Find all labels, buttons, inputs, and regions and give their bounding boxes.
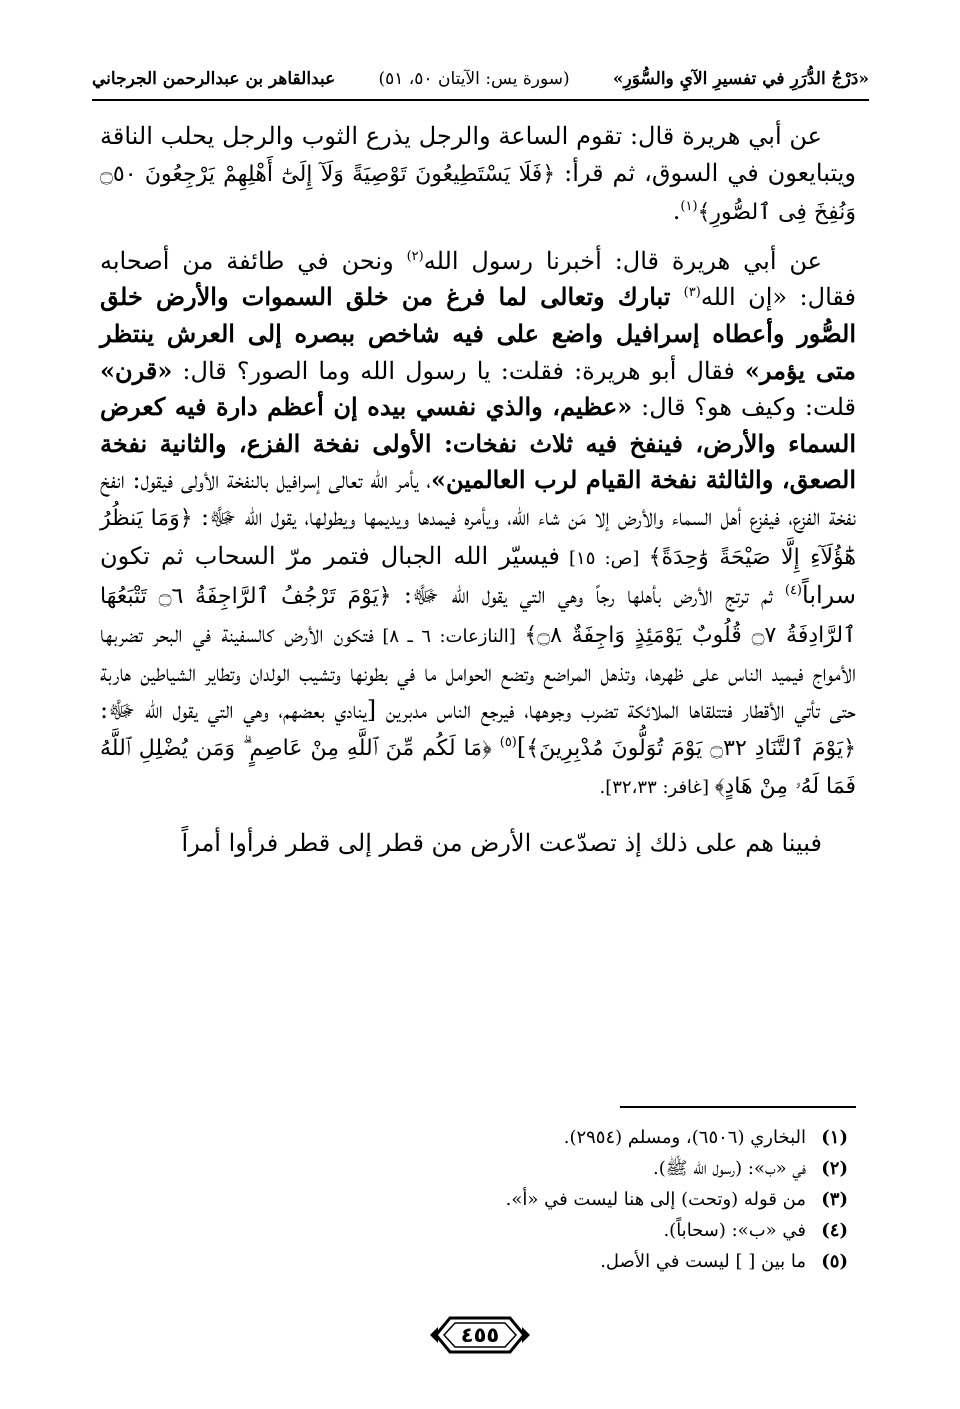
quran-verse: ﴿يَوْمَ ٱلتَّنَادِ ۝٣٢ يَوْمَ تُوَلُّونَ مُدْبِرِينَ﴾ — [526, 735, 857, 761]
text-span: فيسيّر الله الجبال فتمر مرّ السحاب ثم تكون سراباً — [100, 541, 857, 610]
verse-reference: [ص: ١٥] — [559, 547, 649, 569]
text-span: فقال أبو هريرة: فقلت: يا رسول الله وما الصور؟ قال: — [172, 356, 745, 385]
footnote-marker: (٣) — [683, 285, 701, 301]
header-author: عبدالقاهر بن عبدالرحمن الجرجاني — [92, 69, 336, 89]
text-span: ، يأمر الله تعالى إسرافيل بالنفخة الأولى فيقول: انفخ نفخة الفزع، فيفزع أهل السماء والأرض إلا مَن شاء الله، ويأمره فيمدها ويديمها ويطولها، يقول الله ﷻ: — [100, 466, 856, 531]
footnote-divider — [620, 1106, 856, 1108]
footnote-marker: (٢) — [406, 248, 424, 264]
verse-reference: [النازعات: ٦ ـ ٨] — [373, 625, 525, 647]
footnote-text: في «ب»: (رسول الله ﷺ). — [653, 1158, 806, 1179]
footnote-item — [100, 1122, 848, 1153]
paragraph-2 — [100, 243, 856, 807]
header-surah-reference: (سورة يس: الآيتان ٥٠، ٥١) — [378, 69, 570, 89]
footnote-item — [100, 1215, 848, 1246]
footnotes — [100, 1122, 848, 1277]
header-divider — [92, 99, 869, 101]
text-span: عن أبي هريرة قال: أخبرنا رسول الله — [423, 246, 822, 275]
footnote-marker: (٤) — [784, 583, 802, 599]
quran-verse: ﴿وَمَا يَنظُرُ هَٰٓؤُلَآءِ إِلَّا صَيْحَةً وَٰحِدَةً﴾ — [100, 505, 856, 570]
text-span: ] — [516, 732, 527, 761]
footnote-marker: (٥) — [499, 734, 517, 750]
text-span: فبينا هم على ذلك إذ تصدّعت الأرض من قطر إلى قطر فرأوا أمراً — [181, 828, 822, 857]
text-span: ونحن في طائفة من أصحابه فقال: «إن الله — [100, 246, 856, 312]
running-header — [92, 62, 869, 96]
footnote-text: البخاري (٦٥٠٦)، ومسلم (٢٩٥٤). — [563, 1127, 806, 1148]
footnote-number: (٣) — [821, 1189, 848, 1210]
text-span: ثم ترتج الأرض بأهلها رجاً وهي التي يقول الله ﷻ: — [391, 581, 785, 610]
text-span: عن أبي هريرة قال: تقوم الساعة والرجل يذرع الثوب والرجل يحلب الناقة ويتبايعون في السوق، ثم قرأ: — [100, 122, 856, 187]
quran-verse: ﴿فَلَا يَسْتَطِيعُونَ تَوْصِيَةً وَلَآ إِلَىٰٓ أَهْلِهِمْ يَرْجِعُونَ ۝٥٠ وَنُفِخَ فِى ٱلصُّورِ﴾ — [100, 161, 856, 226]
footnote-text: في «ب»: (سحاباً). — [663, 1220, 806, 1241]
header-book-title: «دَرْجُ الدُّرَرِ في تفسيرِ الآيِ والسُّوَرِ» — [612, 69, 869, 89]
page-number-ornament — [428, 1310, 532, 1360]
hadith-text: تبارك وتعالى لما فرغ من خلق السموات والأرض خلق الصُّور وأعطاه إسرافيل واضع على فيه شاخص ببصره إلى العرش ينتظر متى يؤمر» — [100, 282, 857, 385]
quran-verse: ﴿يَوْمَ تَرْجُفُ ٱلرَّاجِفَةُ ۝٦ تَتْبَعُهَا ٱلرَّادِفَةُ ۝٧ قُلُوبٌ يَوْمَئِذٍ وَاجِفَةٌ ۝٨﴾ — [100, 584, 856, 648]
footnote-number: (٤) — [821, 1220, 848, 1241]
footnote-item — [100, 1184, 848, 1215]
footnote-item — [100, 1153, 848, 1184]
quran-verse: ﴿مَا لَكُم مِّنَ ٱللَّهِ مِنْ عَاصِمٍ ۗ وَمَن يُضْلِلِ ٱللَّهُ فَمَا لَهُۥ مِنْ هَادٍ﴾ — [100, 735, 856, 800]
footnote-text: ما بين [ ] ليست في الأصل. — [600, 1251, 806, 1272]
footnote-text: من قوله (وتحت) إلى هنا ليست في «أ». — [505, 1189, 806, 1210]
paragraph-3 — [100, 825, 856, 862]
hadith-text: «قرن» — [100, 355, 173, 385]
verse-reference: [غافر: ٣٢،٣٣]. — [599, 777, 715, 799]
footnote-number: (١) — [821, 1127, 848, 1148]
text-span: فتكون الأرض كالسفينة في البحر تضربها الأمواج فيميد الناس على ظهرها، وتذهل المراضع وتضع الحوامل ما في بطونها وتشيب الولدان وتطاير الشياطين هاربة حتى تأتي الأقطار فتتلقاها الملائكة تضرب وجوهها، فيرجع الناس مدبرين [ينادي بعضهم، وهي التي يقول الله ﷻ: — [100, 619, 856, 724]
footnote-marker: (١) — [680, 199, 698, 215]
footnote-number: (٢) — [821, 1158, 848, 1179]
text-span: قلت: وكيف هو؟ قال: — [632, 393, 856, 422]
footnote-item — [100, 1246, 848, 1277]
hadith-text: «عظيم، والذي نفسي بيده إن أعظم دارة فيه كعرض السماء والأرض، فينفخ فيه ثلاث نفخات: الأولى نفخة الفزع، والثانية نفخة الصعق، والثالثة نفخة القيام لرب العالمين» — [100, 392, 856, 495]
paragraph-1 — [100, 118, 856, 232]
page-number: ٤٥٥ — [460, 1323, 500, 1347]
footnote-number: (٥) — [821, 1251, 848, 1272]
text-span: . — [672, 197, 681, 226]
main-text — [100, 118, 856, 861]
